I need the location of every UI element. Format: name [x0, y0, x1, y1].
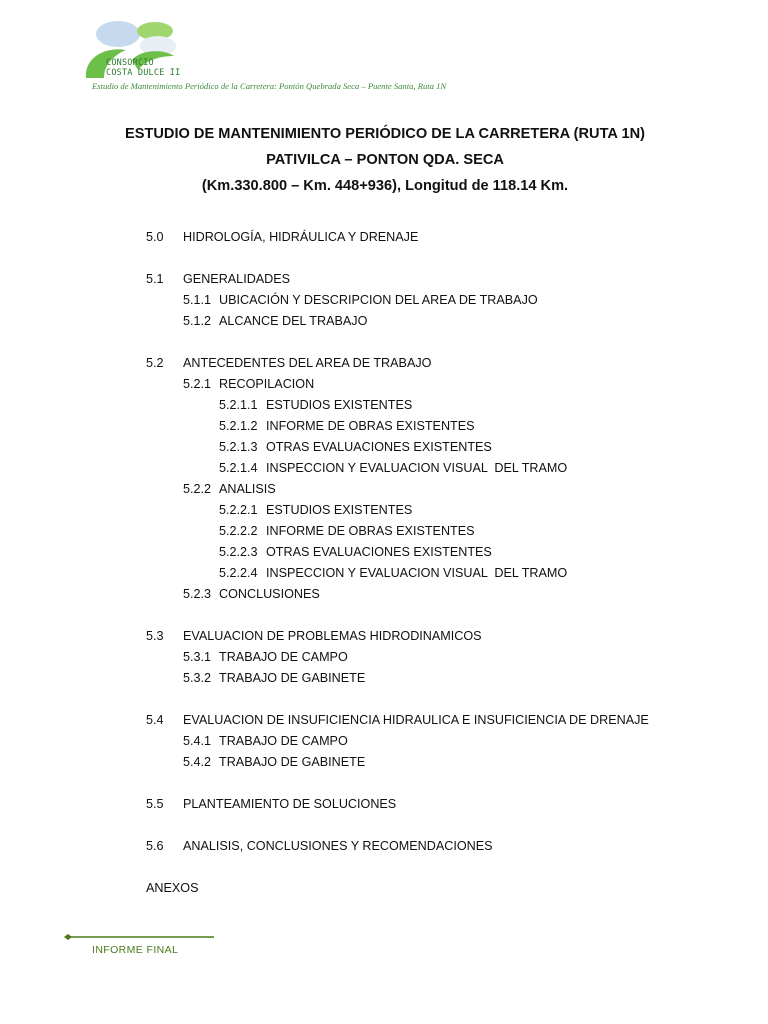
toc-item-number: 5.2.2.4 — [219, 566, 258, 580]
document-title — [90, 121, 680, 199]
toc-item-text: INSPECCION Y EVALUACION VISUAL DEL TRAMO — [266, 461, 568, 475]
title-line-2: PATIVILCA – PONTON QDA. SECA — [266, 152, 504, 168]
toc-item-number: 5.4.2 — [183, 755, 212, 769]
toc-item-number: 5.4 — [146, 713, 164, 727]
toc-item-text: INSPECCION Y EVALUACION VISUAL DEL TRAMO — [266, 566, 568, 580]
toc-item-number: 5.2.2 — [183, 482, 212, 496]
footer-label: INFORME FINAL — [92, 944, 179, 956]
toc-item-number: 5.2.1.3 — [219, 440, 258, 454]
toc-item — [183, 292, 538, 308]
running-header: Estudio de Mantenimiento Periódico de la Carretera: Pontón Quebrada Seca – Puente Santa, Ruta 1N — [92, 81, 447, 91]
toc-item-text: PLANTEAMIENTO DE SOLUCIONES — [183, 797, 397, 811]
toc-item — [219, 544, 492, 560]
toc-item-number: 5.2 — [146, 356, 164, 370]
toc-item — [219, 523, 475, 539]
toc-item — [183, 649, 348, 665]
toc-item — [219, 565, 567, 581]
toc-item-text: TRABAJO DE CAMPO — [219, 650, 348, 664]
toc-item-number: 5.2.2.1 — [219, 503, 258, 517]
toc-item-text: ESTUDIOS EXISTENTES — [266, 503, 413, 517]
toc-item-number: 5.3 — [146, 629, 164, 643]
toc-item-number: 5.1.1 — [183, 293, 212, 307]
toc-item — [219, 397, 412, 413]
toc-item-text: ALCANCE DEL TRABAJO — [219, 314, 368, 328]
footer-rule — [64, 934, 214, 940]
toc-item-text: ANTECEDENTES DEL AREA DE TRABAJO — [183, 356, 432, 370]
toc-item — [146, 880, 199, 896]
toc-item-text: CONCLUSIONES — [219, 587, 320, 601]
toc-item — [183, 376, 314, 392]
toc-item — [219, 418, 475, 434]
toc-item — [146, 229, 418, 245]
toc-item-text: GENERALIDADES — [183, 272, 291, 286]
toc-item — [183, 670, 365, 686]
toc-item-text: OTRAS EVALUACIONES EXISTENTES — [266, 545, 492, 559]
toc-item-number: 5.3.2 — [183, 671, 212, 685]
toc-item — [183, 313, 367, 329]
toc-item-text: EVALUACION DE INSUFICIENCIA HIDRAULICA E INSUFICIENCIA DE DRENAJE — [183, 713, 649, 727]
toc-item-number: 5.2.2.2 — [219, 524, 258, 538]
toc-item-number: 5.1.2 — [183, 314, 212, 328]
toc-item-text: ANALISIS, CONCLUSIONES Y RECOMENDACIONES — [183, 839, 493, 853]
toc-item-number: 5.3.1 — [183, 650, 212, 664]
toc-item-text: TRABAJO DE CAMPO — [219, 734, 348, 748]
toc-item-number: 5.0 — [146, 230, 164, 244]
toc-item-number: 5.1 — [146, 272, 164, 286]
toc-item — [183, 586, 320, 602]
title-line-1: ESTUDIO DE MANTENIMIENTO PERIÓDICO DE LA CARRETERA (RUTA 1N) — [125, 126, 645, 142]
toc-item — [183, 733, 348, 749]
toc-item-text: RECOPILACION — [219, 377, 315, 391]
toc-item — [183, 481, 276, 497]
toc-item-text: ANALISIS — [219, 482, 276, 496]
toc-item-text: ESTUDIOS EXISTENTES — [266, 398, 413, 412]
logo-line-2: COSTA DULCE II — [106, 68, 181, 78]
toc-item — [219, 460, 567, 476]
toc-item-number: 5.2.1 — [183, 377, 212, 391]
toc-item-text: INFORME DE OBRAS EXISTENTES — [266, 524, 475, 538]
toc-item — [146, 712, 649, 728]
toc-item-number: 5.2.1.2 — [219, 419, 258, 433]
toc-item-text: HIDROLOGÍA, HIDRÁULICA Y DRENAJE — [183, 230, 419, 244]
toc-item-number: 5.6 — [146, 839, 164, 853]
toc-item-text: EVALUACION DE PROBLEMAS HIDRODINAMICOS — [183, 629, 482, 643]
title-line-3: (Km.330.800 – Km. 448+936), Longitud de 118.14 Km. — [201, 178, 569, 194]
toc-item-number: 5.4.1 — [183, 734, 212, 748]
toc-item — [146, 796, 396, 812]
toc-item-text: OTRAS EVALUACIONES EXISTENTES — [266, 440, 492, 454]
toc-item-number: 5.2.1.4 — [219, 461, 258, 475]
toc-item-text: TRABAJO DE GABINETE — [219, 671, 366, 685]
toc-item-text: ANEXOS — [146, 881, 199, 895]
logo-text — [106, 58, 180, 78]
logo-line-1: CONSORCIO — [106, 58, 154, 68]
toc-item-number: 5.2.1.1 — [219, 398, 258, 412]
toc-item — [146, 628, 482, 644]
toc-item-text: UBICACIÓN Y DESCRIPCION DEL AREA DE TRABAJO — [219, 293, 538, 307]
toc-item — [183, 754, 365, 770]
toc-item-number: 5.2.2.3 — [219, 545, 258, 559]
toc-item-text: INFORME DE OBRAS EXISTENTES — [266, 419, 475, 433]
toc-item-text: TRABAJO DE GABINETE — [219, 755, 366, 769]
toc-item-number: 5.2.3 — [183, 587, 212, 601]
toc-item — [219, 502, 412, 518]
toc-item — [146, 355, 431, 371]
toc-item — [146, 838, 493, 854]
toc-item — [219, 439, 492, 455]
toc-item — [146, 271, 290, 287]
toc-item-number: 5.5 — [146, 797, 164, 811]
